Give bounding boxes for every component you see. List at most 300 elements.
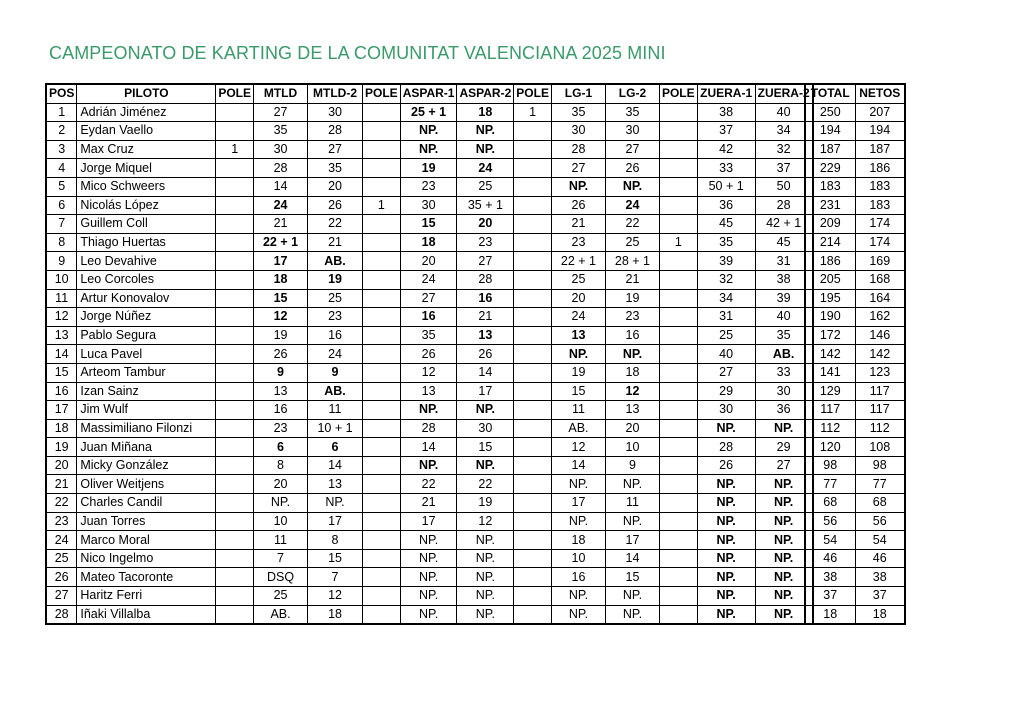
cell-pole-aspar xyxy=(363,475,401,494)
table-row xyxy=(46,326,813,345)
table-row xyxy=(46,475,813,494)
cell-pole-mtld xyxy=(216,382,254,401)
totals-row xyxy=(805,103,905,122)
totals-row xyxy=(805,382,905,401)
table-row xyxy=(46,140,813,159)
cell-lg-2: 30 xyxy=(605,122,659,141)
totals-row xyxy=(805,475,905,494)
cell-lg-2: 22 xyxy=(605,215,659,234)
header-netos: NETOS xyxy=(855,84,905,103)
cell-zuera-2: 31 xyxy=(755,252,813,271)
cell-total: 98 xyxy=(805,456,855,475)
cell-pole-lg xyxy=(514,363,552,382)
cell-pole-zuera xyxy=(659,494,697,513)
cell-zuera-1: 28 xyxy=(697,438,755,457)
cell-pole-zuera xyxy=(659,122,697,141)
cell-aspar-1: 16 xyxy=(400,308,457,327)
cell-total: 231 xyxy=(805,196,855,215)
cell-aspar-1: NP. xyxy=(400,456,457,475)
cell-pole-lg xyxy=(514,196,552,215)
cell-lg-2: 10 xyxy=(605,438,659,457)
cell-zuera-2: 36 xyxy=(755,401,813,420)
totals-row xyxy=(805,531,905,550)
cell-pilot: Jim Wulf xyxy=(77,401,216,420)
cell-pos: 17 xyxy=(46,401,77,420)
cell-pole-mtld xyxy=(216,177,254,196)
cell-aspar-1: 35 xyxy=(400,326,457,345)
cell-aspar-1: NP. xyxy=(400,140,457,159)
cell-pole-mtld xyxy=(216,475,254,494)
cell-pole-zuera xyxy=(659,401,697,420)
header-aspar-2: ASPAR-2 xyxy=(457,84,514,103)
cell-pole-mtld xyxy=(216,233,254,252)
cell-pilot: Massimiliano Filonzi xyxy=(77,419,216,438)
standings-table xyxy=(45,83,814,625)
cell-zuera-2: AB. xyxy=(755,345,813,364)
table-row xyxy=(46,587,813,606)
cell-mtld: 35 xyxy=(254,122,308,141)
cell-pole-lg xyxy=(514,252,552,271)
cell-pole-mtld xyxy=(216,103,254,122)
totals-row xyxy=(805,512,905,531)
cell-aspar-1: NP. xyxy=(400,549,457,568)
cell-pos: 6 xyxy=(46,196,77,215)
cell-netos: 46 xyxy=(855,549,905,568)
cell-pilot: Juan Torres xyxy=(77,512,216,531)
cell-aspar-1: NP. xyxy=(400,401,457,420)
cell-lg-2: NP. xyxy=(605,345,659,364)
cell-pole-aspar xyxy=(363,419,401,438)
cell-aspar-2: NP. xyxy=(457,605,514,624)
cell-lg-2: 13 xyxy=(605,401,659,420)
cell-aspar-2: NP. xyxy=(457,531,514,550)
cell-pilot: Eydan Vaello xyxy=(77,122,216,141)
cell-pole-aspar xyxy=(363,438,401,457)
cell-lg-1: 20 xyxy=(551,289,605,308)
totals-table xyxy=(804,83,906,625)
cell-pos: 19 xyxy=(46,438,77,457)
cell-zuera-2: NP. xyxy=(755,419,813,438)
cell-zuera-1: 38 xyxy=(697,103,755,122)
cell-pilot: Adrián Jiménez xyxy=(77,103,216,122)
cell-pilot: Nico Ingelmo xyxy=(77,549,216,568)
cell-mtld-2: 30 xyxy=(308,103,363,122)
cell-zuera-2: NP. xyxy=(755,568,813,587)
cell-zuera-1: 37 xyxy=(697,122,755,141)
cell-total: 77 xyxy=(805,475,855,494)
cell-pos: 24 xyxy=(46,531,77,550)
header-pole-aspar: POLE xyxy=(363,84,401,103)
cell-pos: 3 xyxy=(46,140,77,159)
header-lg-1: LG-1 xyxy=(551,84,605,103)
table-row xyxy=(46,252,813,271)
cell-lg-2: 28 + 1 xyxy=(605,252,659,271)
cell-pole-lg xyxy=(514,419,552,438)
cell-zuera-1: 30 xyxy=(697,401,755,420)
cell-total: 190 xyxy=(805,308,855,327)
cell-total: 229 xyxy=(805,159,855,178)
cell-netos: 77 xyxy=(855,475,905,494)
cell-pole-aspar xyxy=(363,270,401,289)
cell-netos: 194 xyxy=(855,122,905,141)
cell-pole-lg xyxy=(514,494,552,513)
cell-pos: 20 xyxy=(46,456,77,475)
cell-netos: 187 xyxy=(855,140,905,159)
table-row xyxy=(46,419,813,438)
cell-lg-1: 12 xyxy=(551,438,605,457)
cell-pilot: Izan Sainz xyxy=(77,382,216,401)
table-row xyxy=(46,401,813,420)
cell-mtld: 23 xyxy=(254,419,308,438)
cell-zuera-2: 37 xyxy=(755,159,813,178)
cell-total: 37 xyxy=(805,587,855,606)
totals-row xyxy=(805,196,905,215)
cell-pole-zuera xyxy=(659,512,697,531)
cell-pos: 23 xyxy=(46,512,77,531)
cell-zuera-2: 38 xyxy=(755,270,813,289)
cell-lg-2: 24 xyxy=(605,196,659,215)
cell-lg-2: 9 xyxy=(605,456,659,475)
table-row xyxy=(46,308,813,327)
cell-lg-1: 26 xyxy=(551,196,605,215)
cell-pole-aspar xyxy=(363,345,401,364)
cell-pole-lg xyxy=(514,159,552,178)
cell-aspar-2: 30 xyxy=(457,419,514,438)
cell-aspar-1: 28 xyxy=(400,419,457,438)
cell-zuera-1: NP. xyxy=(697,568,755,587)
cell-mtld-2: 12 xyxy=(308,587,363,606)
cell-netos: 168 xyxy=(855,270,905,289)
cell-lg-1: 25 xyxy=(551,270,605,289)
cell-pole-mtld xyxy=(216,549,254,568)
cell-aspar-2: 22 xyxy=(457,475,514,494)
cell-pole-zuera xyxy=(659,159,697,178)
table-row xyxy=(46,159,813,178)
cell-netos: 146 xyxy=(855,326,905,345)
cell-lg-1: 13 xyxy=(551,326,605,345)
cell-mtld: 19 xyxy=(254,326,308,345)
cell-zuera-1: 39 xyxy=(697,252,755,271)
cell-mtld-2: 25 xyxy=(308,289,363,308)
cell-mtld-2: 14 xyxy=(308,456,363,475)
cell-zuera-2: 27 xyxy=(755,456,813,475)
cell-aspar-1: 14 xyxy=(400,438,457,457)
cell-pole-lg xyxy=(514,215,552,234)
cell-aspar-1: 18 xyxy=(400,233,457,252)
table-row xyxy=(46,103,813,122)
cell-pole-lg xyxy=(514,531,552,550)
cell-zuera-2: 29 xyxy=(755,438,813,457)
cell-mtld: 6 xyxy=(254,438,308,457)
cell-pilot: Jorge Núñez xyxy=(77,308,216,327)
cell-netos: 37 xyxy=(855,587,905,606)
cell-mtld: 15 xyxy=(254,289,308,308)
header-aspar-1: ASPAR-1 xyxy=(400,84,457,103)
totals-row xyxy=(805,438,905,457)
cell-total: 187 xyxy=(805,140,855,159)
totals-row xyxy=(805,494,905,513)
cell-pole-zuera xyxy=(659,475,697,494)
cell-lg-1: 23 xyxy=(551,233,605,252)
cell-mtld: AB. xyxy=(254,605,308,624)
cell-zuera-1: 32 xyxy=(697,270,755,289)
cell-pole-lg xyxy=(514,512,552,531)
cell-mtld: 10 xyxy=(254,512,308,531)
cell-aspar-2: NP. xyxy=(457,549,514,568)
table-row xyxy=(46,605,813,624)
cell-zuera-1: 40 xyxy=(697,345,755,364)
cell-pole-mtld xyxy=(216,196,254,215)
cell-pole-lg xyxy=(514,475,552,494)
cell-netos: 54 xyxy=(855,531,905,550)
cell-zuera-1: 31 xyxy=(697,308,755,327)
cell-mtld: DSQ xyxy=(254,568,308,587)
cell-pilot: Juan Miñana xyxy=(77,438,216,457)
cell-pole-aspar xyxy=(363,159,401,178)
cell-pos: 21 xyxy=(46,475,77,494)
cell-lg-2: 25 xyxy=(605,233,659,252)
cell-netos: 186 xyxy=(855,159,905,178)
header-lg-2: LG-2 xyxy=(605,84,659,103)
cell-pole-lg xyxy=(514,122,552,141)
cell-zuera-2: 33 xyxy=(755,363,813,382)
cell-pole-lg: 1 xyxy=(514,103,552,122)
totals-row xyxy=(805,215,905,234)
cell-pole-lg xyxy=(514,289,552,308)
totals-row xyxy=(805,456,905,475)
cell-pilot: Luca Pavel xyxy=(77,345,216,364)
cell-pole-zuera xyxy=(659,568,697,587)
cell-total: 194 xyxy=(805,122,855,141)
cell-pole-mtld: 1 xyxy=(216,140,254,159)
table-row xyxy=(46,177,813,196)
totals-row xyxy=(805,363,905,382)
cell-pole-zuera: 1 xyxy=(659,233,697,252)
cell-total: 120 xyxy=(805,438,855,457)
table-row xyxy=(46,215,813,234)
cell-pole-aspar xyxy=(363,568,401,587)
cell-total: 142 xyxy=(805,345,855,364)
header-row xyxy=(46,84,813,103)
cell-netos: 169 xyxy=(855,252,905,271)
cell-zuera-2: 50 xyxy=(755,177,813,196)
totals-row xyxy=(805,122,905,141)
cell-aspar-2: 35 + 1 xyxy=(457,196,514,215)
cell-zuera-2: 28 xyxy=(755,196,813,215)
cell-aspar-1: 22 xyxy=(400,475,457,494)
cell-pole-zuera xyxy=(659,456,697,475)
cell-total: 183 xyxy=(805,177,855,196)
cell-aspar-1: 26 xyxy=(400,345,457,364)
cell-pole-mtld xyxy=(216,512,254,531)
cell-pole-zuera xyxy=(659,196,697,215)
cell-pole-lg xyxy=(514,326,552,345)
cell-pole-aspar: 1 xyxy=(363,196,401,215)
cell-total: 214 xyxy=(805,233,855,252)
cell-lg-1: 35 xyxy=(551,103,605,122)
cell-lg-2: NP. xyxy=(605,587,659,606)
cell-pole-zuera xyxy=(659,289,697,308)
cell-total: 172 xyxy=(805,326,855,345)
cell-pole-aspar xyxy=(363,494,401,513)
cell-pilot: Pablo Segura xyxy=(77,326,216,345)
cell-pole-mtld xyxy=(216,345,254,364)
cell-mtld-2: 8 xyxy=(308,531,363,550)
cell-pole-zuera xyxy=(659,103,697,122)
cell-lg-2: 23 xyxy=(605,308,659,327)
table-row xyxy=(46,549,813,568)
cell-aspar-2: 13 xyxy=(457,326,514,345)
cell-lg-2: 14 xyxy=(605,549,659,568)
cell-pos: 13 xyxy=(46,326,77,345)
cell-pole-lg xyxy=(514,345,552,364)
cell-lg-2: 18 xyxy=(605,363,659,382)
cell-total: 56 xyxy=(805,512,855,531)
table-row xyxy=(46,196,813,215)
cell-aspar-1: 17 xyxy=(400,512,457,531)
cell-mtld: 25 xyxy=(254,587,308,606)
cell-zuera-1: 42 xyxy=(697,140,755,159)
cell-aspar-1: 12 xyxy=(400,363,457,382)
cell-netos: 174 xyxy=(855,215,905,234)
totals-row xyxy=(805,233,905,252)
cell-pole-mtld xyxy=(216,270,254,289)
cell-total: 141 xyxy=(805,363,855,382)
cell-zuera-1: NP. xyxy=(697,549,755,568)
cell-zuera-1: 50 + 1 xyxy=(697,177,755,196)
cell-mtld-2: 16 xyxy=(308,326,363,345)
cell-pilot: Leo Devahive xyxy=(77,252,216,271)
cell-aspar-1: 30 xyxy=(400,196,457,215)
table-row xyxy=(46,438,813,457)
cell-zuera-1: NP. xyxy=(697,605,755,624)
cell-pole-mtld xyxy=(216,605,254,624)
header-pos: POS xyxy=(46,84,77,103)
cell-pole-lg xyxy=(514,308,552,327)
cell-mtld-2: 18 xyxy=(308,605,363,624)
cell-aspar-1: 15 xyxy=(400,215,457,234)
cell-lg-2: 19 xyxy=(605,289,659,308)
cell-mtld-2: 9 xyxy=(308,363,363,382)
cell-mtld: 12 xyxy=(254,308,308,327)
cell-mtld: 17 xyxy=(254,252,308,271)
cell-pilot: Guillem Coll xyxy=(77,215,216,234)
cell-mtld-2: 26 xyxy=(308,196,363,215)
cell-mtld: 28 xyxy=(254,159,308,178)
cell-pos: 11 xyxy=(46,289,77,308)
cell-pole-zuera xyxy=(659,382,697,401)
cell-pos: 1 xyxy=(46,103,77,122)
cell-lg-1: 11 xyxy=(551,401,605,420)
cell-mtld: 30 xyxy=(254,140,308,159)
cell-pole-lg xyxy=(514,270,552,289)
table-row xyxy=(46,568,813,587)
cell-pos: 18 xyxy=(46,419,77,438)
cell-pos: 27 xyxy=(46,587,77,606)
cell-netos: 117 xyxy=(855,401,905,420)
cell-mtld: 20 xyxy=(254,475,308,494)
cell-mtld: 18 xyxy=(254,270,308,289)
cell-pole-lg xyxy=(514,140,552,159)
cell-mtld-2: 11 xyxy=(308,401,363,420)
cell-pole-aspar xyxy=(363,401,401,420)
cell-mtld-2: 20 xyxy=(308,177,363,196)
totals-row xyxy=(805,605,905,624)
cell-pole-aspar xyxy=(363,233,401,252)
cell-aspar-1: 23 xyxy=(400,177,457,196)
cell-zuera-1: 45 xyxy=(697,215,755,234)
cell-zuera-2: 45 xyxy=(755,233,813,252)
cell-pos: 14 xyxy=(46,345,77,364)
cell-aspar-2: NP. xyxy=(457,568,514,587)
cell-pos: 15 xyxy=(46,363,77,382)
cell-pole-mtld xyxy=(216,363,254,382)
cell-mtld-2: 10 + 1 xyxy=(308,419,363,438)
totals-row xyxy=(805,252,905,271)
cell-lg-1: 14 xyxy=(551,456,605,475)
cell-mtld-2: 22 xyxy=(308,215,363,234)
cell-total: 46 xyxy=(805,549,855,568)
cell-zuera-2: NP. xyxy=(755,494,813,513)
cell-total: 250 xyxy=(805,103,855,122)
cell-pole-zuera xyxy=(659,531,697,550)
cell-pilot: Micky González xyxy=(77,456,216,475)
cell-aspar-2: 19 xyxy=(457,494,514,513)
cell-lg-1: 21 xyxy=(551,215,605,234)
cell-netos: 108 xyxy=(855,438,905,457)
cell-zuera-2: 39 xyxy=(755,289,813,308)
table-row xyxy=(46,122,813,141)
cell-pole-mtld xyxy=(216,252,254,271)
table-row xyxy=(46,531,813,550)
cell-pos: 7 xyxy=(46,215,77,234)
cell-mtld: NP. xyxy=(254,494,308,513)
cell-aspar-1: 24 xyxy=(400,270,457,289)
cell-aspar-2: 23 xyxy=(457,233,514,252)
cell-pilot: Nicolás López xyxy=(77,196,216,215)
table-row xyxy=(46,345,813,364)
cell-pilot: Mateo Tacoronte xyxy=(77,568,216,587)
cell-aspar-2: NP. xyxy=(457,140,514,159)
cell-pole-aspar xyxy=(363,587,401,606)
cell-zuera-2: 40 xyxy=(755,103,813,122)
cell-lg-2: NP. xyxy=(605,475,659,494)
cell-aspar-2: NP. xyxy=(457,587,514,606)
cell-aspar-1: NP. xyxy=(400,587,457,606)
cell-lg-1: 18 xyxy=(551,531,605,550)
cell-aspar-1: 27 xyxy=(400,289,457,308)
cell-mtld: 22 + 1 xyxy=(254,233,308,252)
cell-total: 38 xyxy=(805,568,855,587)
cell-pole-mtld xyxy=(216,159,254,178)
cell-mtld-2: 19 xyxy=(308,270,363,289)
cell-zuera-2: NP. xyxy=(755,549,813,568)
table-row xyxy=(46,512,813,531)
totals-row xyxy=(805,177,905,196)
cell-aspar-2: 25 xyxy=(457,177,514,196)
header-pole-zuera: POLE xyxy=(659,84,697,103)
cell-pole-aspar xyxy=(363,326,401,345)
cell-zuera-1: 33 xyxy=(697,159,755,178)
header-pole-lg: POLE xyxy=(514,84,552,103)
cell-pole-zuera xyxy=(659,345,697,364)
cell-zuera-1: NP. xyxy=(697,512,755,531)
cell-lg-2: 12 xyxy=(605,382,659,401)
cell-pos: 8 xyxy=(46,233,77,252)
cell-pole-lg xyxy=(514,401,552,420)
cell-pole-mtld xyxy=(216,531,254,550)
cell-pole-mtld xyxy=(216,289,254,308)
